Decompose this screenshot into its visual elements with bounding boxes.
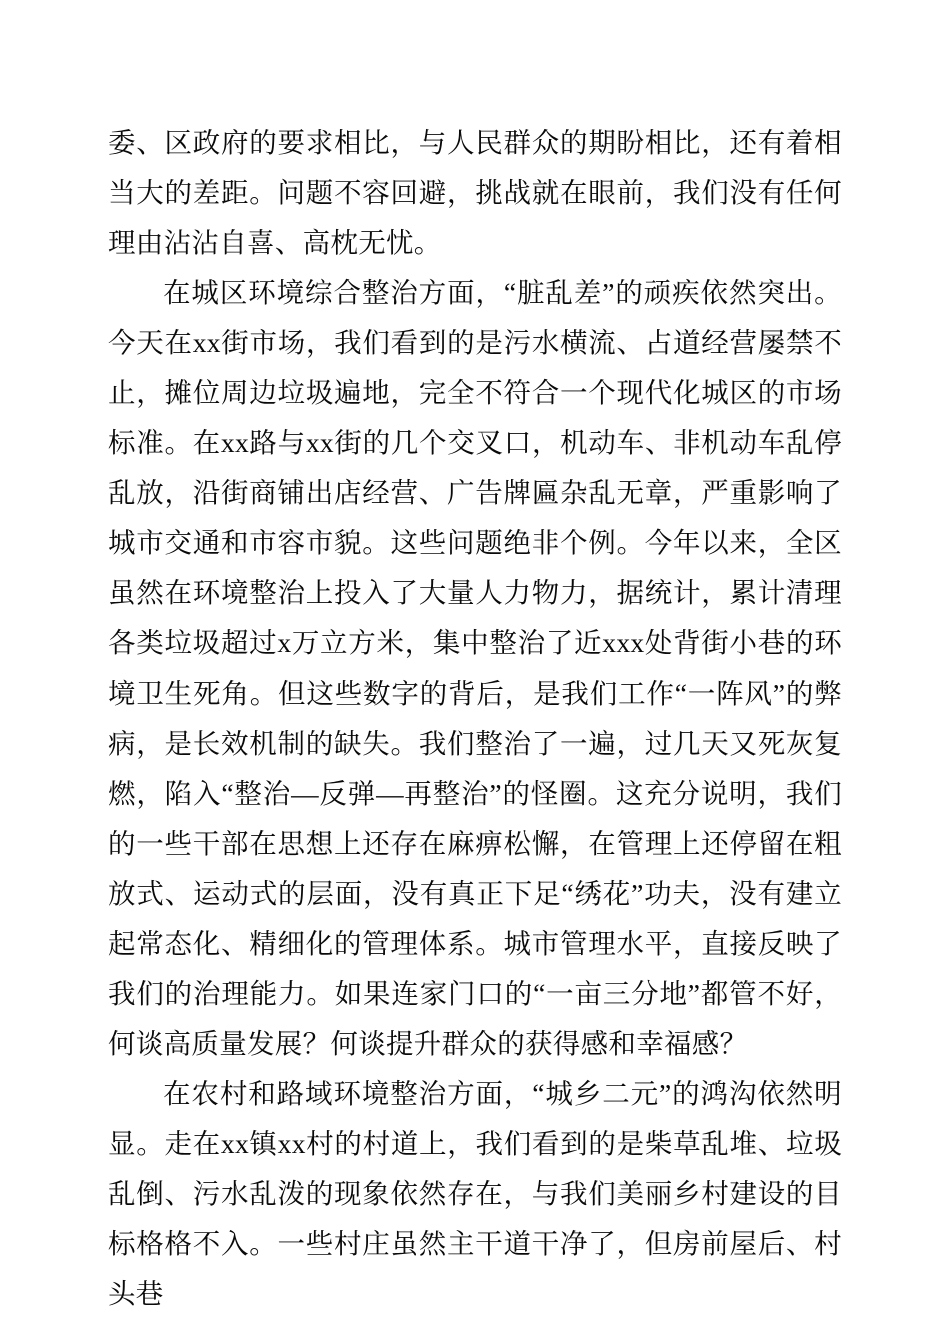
paragraph-2: 在城区环境综合整治方面，“脏乱差”的顽疾依然突出。今天在xx街市场，我们看到的是污水横流、占道经营屡禁不止，摊位周边垃圾遍地，完全不符合一个现代化城区的市场标准。在xx路与xx街的几个交叉口，机动车、非机动车乱停乱放，沿街商铺出店经营、广告牌匾杂乱无章，严重影响了城市交通和市容市貌。这些问题绝非个例。今年以来，全区虽然在环境整治上投入了大量人力物力，据统计，累计清理各类垃圾超过x万立方米，集中整治了近xxx处背街小巷的环境卫生死角。但这些数字的背后，是我们工作“一阵风”的弊病，是长效机制的缺失。我们整治了一遍，过几天又死灰复燃，陷入“整治—反弹—再整治”的怪圈。这充分说明，我们的一些干部在思想上还存在麻痹松懈，在管理上还停留在粗放式、运动式的层面，没有真正下足“绣花”功夫，没有建立起常态化、精细化的管理体系。城市管理水平，直接反映了我们的治理能力。如果连家门口的“一亩三分地”都管不好，何谈高质量发展？何谈提升群众的获得感和幸福感？ [108,277,842,1059]
paragraph-1: 委、区政府的要求相比，与人民群众的期盼相比，还有着相当大的差距。问题不容回避，挑战就在眼前，我们没有任何理由沾沾自喜、高枕无忧。 [108,127,842,259]
document-body [108,118,842,1319]
paragraph-3: 在农村和路域环境整治方面，“城乡二元”的鸿沟依然明显。走在xx镇xx村的村道上，我们看到的是柴草乱堆、垃圾乱倒、污水乱泼的现象依然存在，与我们美丽乡村建设的目标格格不入。一些村庄虽然主干道干净了，但房前屋后、村头巷 [108,1077,842,1310]
